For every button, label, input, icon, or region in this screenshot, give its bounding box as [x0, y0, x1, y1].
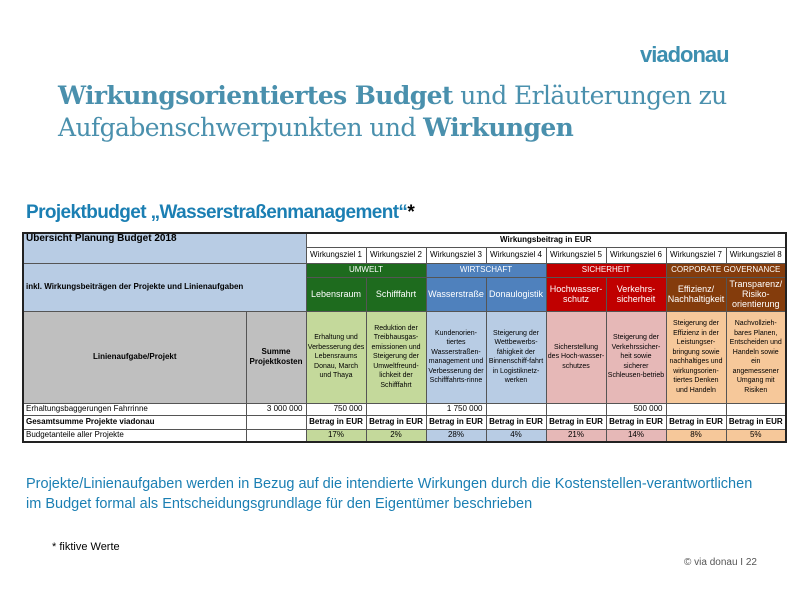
col-header-project: Linienaufgabe/Projekt	[23, 311, 246, 403]
col-header-sum: Summe Projektkosten	[246, 311, 306, 403]
goal-description: Kundenorien-tiertes Wasserstraßen-management und Verbesserung der Schifffahrts-rinne	[426, 311, 486, 403]
section-subtitle	[26, 202, 414, 224]
row-value: 8%	[666, 429, 726, 442]
goal-description: Erhaltung und Verbesserung des Lebensraums Donau, March und Thaya	[306, 311, 366, 403]
row-value: 1 750 000	[426, 403, 486, 415]
goal-name: Effizienz/ Nachhaltigkeit	[666, 277, 726, 311]
goal-header: Wirkungsziel 1	[306, 247, 366, 263]
wirkungsbeitrag-header: Wirkungsbeitrag in EUR	[306, 233, 786, 247]
budget-table	[22, 232, 787, 443]
row-value: 2%	[366, 429, 426, 442]
goal-header: Wirkungsziel 5	[546, 247, 606, 263]
row-label: Budgetanteile aller Projekte	[23, 429, 246, 442]
row-value: 21%	[546, 429, 606, 442]
page-title	[58, 80, 727, 144]
subtitle-text: Projektbudget „Wasserstraßenmanagement“	[26, 202, 408, 223]
overview-title: Übersicht Planung Budget 2018	[23, 233, 306, 263]
row-value: 500 000	[606, 403, 666, 415]
title-bold-1: Wirkungsorientiertes Budget	[58, 81, 453, 110]
title-normal-1: und Erläuterungen zu	[452, 81, 727, 110]
subtitle-asterisk: *	[407, 202, 415, 223]
viadonau-logo: viadonau	[640, 42, 729, 67]
row-value: Betrag in EUR	[426, 415, 486, 429]
goal-header: Wirkungsziel 4	[486, 247, 546, 263]
category-sicherheit: SICHERHEIT	[546, 263, 666, 277]
row-value: Betrag in EUR	[366, 415, 426, 429]
goal-name: Schifffahrt	[366, 277, 426, 311]
goal-name: Lebensraum	[306, 277, 366, 311]
goal-header: Wirkungsziel 6	[606, 247, 666, 263]
row-value: Betrag in EUR	[606, 415, 666, 429]
row-value	[366, 403, 426, 415]
incl-label: inkl. Wirkungsbeiträgen der Projekte und Linienaufgaben	[23, 263, 306, 311]
goal-name: Verkehrs-sicherheit	[606, 277, 666, 311]
row-value	[486, 403, 546, 415]
row-value	[726, 403, 786, 415]
row-value: 4%	[486, 429, 546, 442]
explanation-note: Projekte/Linienaufgaben werden in Bezug auf die intendierte Wirkungen durch die Kostenstellen-verantwortlichen im Budget formal als Entscheidungsgrundlage für den Eigentümer beschrieben	[26, 476, 753, 512]
goal-description: Sicherstellung des Hoch-wasser-schutzes	[546, 311, 606, 403]
row-value: Betrag in EUR	[486, 415, 546, 429]
title-normal-2: Aufgabenschwerpunkten und	[58, 113, 424, 142]
row-value	[666, 403, 726, 415]
row-value: 17%	[306, 429, 366, 442]
goal-header: Wirkungsziel 7	[666, 247, 726, 263]
goal-description: Reduktion der Treibhausgas-emissionen und Steigerung der Umweltfreund-lichkeit der Schifffahrt	[366, 311, 426, 403]
goal-description: Steigerung der Wettbewerbs-fähigkeit der Binnenschiff-fahrt in Logistiknetz-werken	[486, 311, 546, 403]
row-value: 14%	[606, 429, 666, 442]
category-wirtschaft: WIRTSCHAFT	[426, 263, 546, 277]
row-value: 5%	[726, 429, 786, 442]
goal-header: Wirkungsziel 3	[426, 247, 486, 263]
row-sum: 3 000 000	[246, 403, 306, 415]
row-value: Betrag in EUR	[306, 415, 366, 429]
goal-name: Transparenz/ Risiko-orientierung	[726, 277, 786, 311]
row-value	[546, 403, 606, 415]
goal-description: Steigerung der Verkehrssicher-heit sowie sicherer Schleusen-betrieb	[606, 311, 666, 403]
row-label: Gesamtsumme Projekte viadonau	[23, 415, 246, 429]
goal-description: Nachvollzieh-bares Planen, Entscheiden und Handeln sowie ein angemessener Umgang mit Risiken	[726, 311, 786, 403]
goal-name: Donaulogistik	[486, 277, 546, 311]
row-value: Betrag in EUR	[666, 415, 726, 429]
row-value: 750 000	[306, 403, 366, 415]
goal-description: Steigerung der Effizienz in der Leistungser-bringung sowie nachhaltiges und wirkungsorien-tiertes Denken und Handeln	[666, 311, 726, 403]
row-label: Erhaltungsbaggerungen Fahrrinne	[23, 403, 246, 415]
goal-name: Wasserstraße	[426, 277, 486, 311]
footnote: * fiktive Werte	[52, 541, 120, 553]
copyright: © via donau I 22	[684, 557, 757, 568]
row-sum	[246, 429, 306, 442]
row-value: 28%	[426, 429, 486, 442]
title-bold-2: Wirkungen	[423, 113, 574, 142]
row-sum	[246, 415, 306, 429]
category-umwelt: UMWELT	[306, 263, 426, 277]
goal-name: Hochwasser-schutz	[546, 277, 606, 311]
goal-header: Wirkungsziel 8	[726, 247, 786, 263]
goal-header: Wirkungsziel 2	[366, 247, 426, 263]
category-corporate-governance: CORPORATE GOVERNANCE	[666, 263, 786, 277]
row-value: Betrag in EUR	[726, 415, 786, 429]
row-value: Betrag in EUR	[546, 415, 606, 429]
